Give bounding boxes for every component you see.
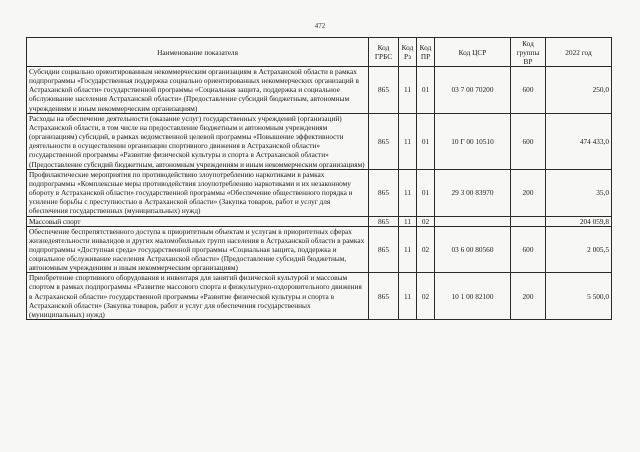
row-csr [435,216,511,226]
table-row [27,169,612,216]
row-vr: 600 [511,67,546,114]
page-number: 472 [314,22,326,30]
row-name: Приобретение спортивного оборудования и инвентаря для занятий физической культурой и массовым спортом в рамках подпрограммы «Развитие массового спорта и физкультурно-оздоровительного движения в Астраханской области» государственной программы «Развитие физической культуры и спорта в Астраханской области» (Закупка товаров, работ и услуг для обеспечения государственных (муниципальных) нужд) [27,273,369,320]
row-rz: 11 [399,273,417,320]
row-csr: 03 7 00 70200 [435,67,511,114]
table-row [27,226,612,273]
table-header-row [27,38,612,67]
row-name: Обеспечение беспрепятственного доступа к приоритетным объектам и услугам в приоритетных сферах жизнедеятельности инвалидов и других маломобильных групп населения в Астраханской области в рамках подпрограммы «Доступная среда» государственной программы «Социальная защита, поддержка и социальное обслуживание населения Астраханской области» (Предоставление субсидий бюджетным, автономным учреждениям и иным некоммерческим организациям) [27,226,369,273]
row-vr: 200 [511,273,546,320]
row-rz: 11 [399,113,417,169]
table-row [27,67,612,114]
row-name: Субсидии социально ориентированным некоммерческим организациям в Астраханской области в рамках подпрограммы «Государственная поддержка социально ориентированных некоммерческих организаций в Астраханской области» государственной программы «Социальная защита, поддержка и социальное обслуживание населения Астраханской области» (Предоставление субсидий бюджетным, автономным учреждениям и иным некоммерческим организациям) [27,67,369,114]
row-pr: 01 [417,169,435,216]
header-vr: Код группы ВР [511,38,546,67]
row-grbs: 865 [369,216,399,226]
header-grbs: Код ГРБС [369,38,399,67]
header-name: Наименование показателя [27,38,369,67]
header-rz: Код Рз [399,38,417,67]
row-amount: 2 005,5 [546,226,612,273]
row-grbs: 865 [369,169,399,216]
row-name: Расходы на обеспечение деятельности (оказание услуг) государственных учреждений (организаций) Астраханской области, в том числе на предоставление бюджетным и автономным учреждениям (организациям) субсидий, в рамках ведомственной целевой программы «Повышение эффективности деятельности в осуществлении организации спортивного движения в Астраханской области» государственной программы «Развитие физической культуры и спорта в Астраханской области» (Предоставление субсидий бюджетным, автономным учреждениям и иным некоммерческим организациям) [27,113,369,169]
row-pr: 01 [417,67,435,114]
row-grbs: 865 [369,273,399,320]
row-vr: 600 [511,226,546,273]
row-vr: 600 [511,113,546,169]
row-rz: 11 [399,169,417,216]
row-rz: 11 [399,216,417,226]
row-csr: 03 6 00 80560 [435,226,511,273]
row-vr [511,216,546,226]
row-pr: 02 [417,273,435,320]
table-row [27,216,612,226]
row-amount: 250,0 [546,67,612,114]
budget-table [26,37,612,320]
row-amount: 5 500,0 [546,273,612,320]
row-csr: 29 3 00 83970 [435,169,511,216]
row-rz: 11 [399,67,417,114]
table-row [27,273,612,320]
row-grbs: 865 [369,226,399,273]
row-csr: 10 1 00 82100 [435,273,511,320]
row-amount: 204 059,8 [546,216,612,226]
row-vr: 200 [511,169,546,216]
header-year: 2022 год [546,38,612,67]
row-grbs: 865 [369,67,399,114]
row-amount: 474 433,0 [546,113,612,169]
header-csr: Код ЦСР [435,38,511,67]
row-rz: 11 [399,226,417,273]
row-pr: 02 [417,226,435,273]
row-pr: 02 [417,216,435,226]
row-pr: 01 [417,113,435,169]
row-amount: 35,0 [546,169,612,216]
row-csr: 10 Г 00 10510 [435,113,511,169]
row-grbs: 865 [369,113,399,169]
table-row [27,113,612,169]
row-name: Массовый спорт [27,216,369,226]
row-name: Профилактические мероприятия по противодействию злоупотреблению наркотиками в рамках подпрограммы «Комплексные меры противодействия злоупотреблению наркотиками и их незаконному обороту в Астраханской области» государственной программы «Обеспечение общественного порядка и усиление борьбы с преступностью в Астраханской области» (Закупка товаров, работ и услуг для обеспечения государственных (муниципальных) нужд) [27,169,369,216]
header-pr: Код ПР [417,38,435,67]
